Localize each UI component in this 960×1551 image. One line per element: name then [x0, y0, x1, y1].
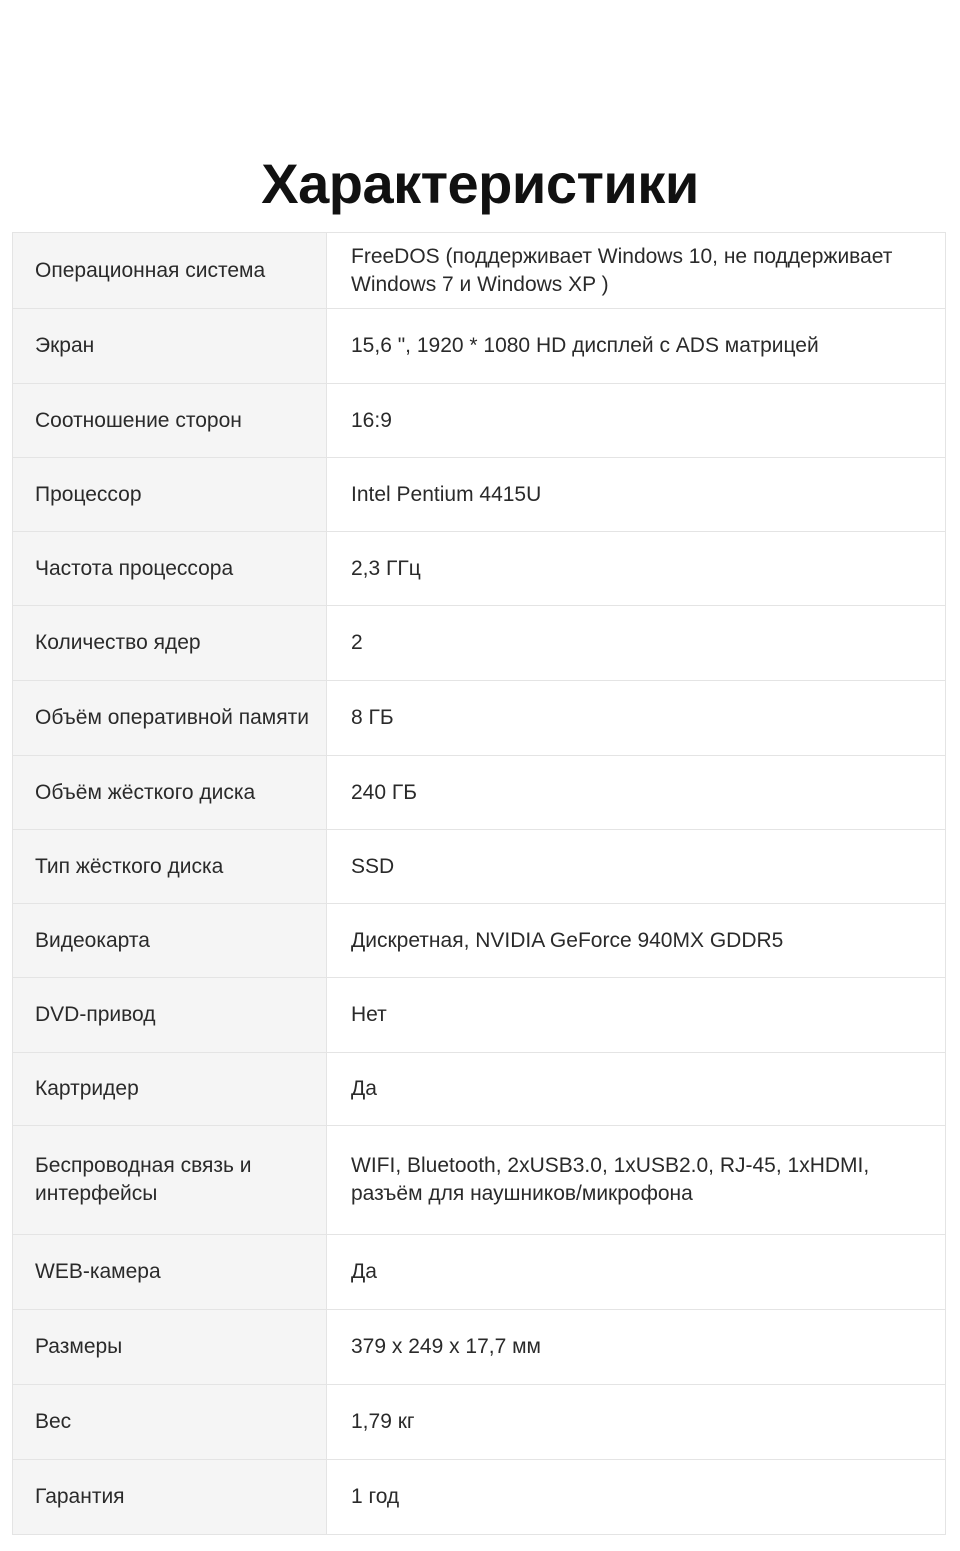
spec-label: Вес — [13, 1385, 327, 1459]
spec-row-card-reader — [13, 1052, 945, 1125]
spec-value: 379 x 249 x 17,7 мм — [327, 1310, 945, 1384]
spec-value: Нет — [327, 978, 945, 1052]
spec-value: 1 год — [327, 1460, 945, 1534]
spec-row-storage-type — [13, 829, 945, 903]
spec-table — [12, 232, 946, 1535]
spec-label: Соотношение сторон — [13, 384, 327, 457]
spec-value: FreeDOS (поддерживает Windows 10, не поддерживает Windows 7 и Windows XP ) — [327, 233, 945, 308]
spec-row-aspect-ratio — [13, 383, 945, 457]
spec-label: Объём оперативной памяти — [13, 681, 327, 755]
spec-row-screen — [13, 308, 945, 383]
spec-value: 240 ГБ — [327, 756, 945, 829]
spec-label: Картридер — [13, 1053, 327, 1125]
spec-row-weight — [13, 1384, 945, 1459]
page-title: Характеристики — [261, 151, 699, 215]
spec-label: Видеокарта — [13, 904, 327, 977]
spec-label: Экран — [13, 309, 327, 383]
spec-label: Количество ядер — [13, 606, 327, 680]
spec-label: WEB-камера — [13, 1235, 327, 1309]
spec-row-dvd — [13, 977, 945, 1052]
spec-row-connectivity — [13, 1125, 945, 1234]
spec-row-dimensions — [13, 1309, 945, 1384]
spec-row-processor — [13, 457, 945, 531]
spec-label: Размеры — [13, 1310, 327, 1384]
spec-value: 8 ГБ — [327, 681, 945, 755]
spec-label: Операционная система — [13, 233, 327, 308]
spec-label: Тип жёсткого диска — [13, 830, 327, 903]
spec-row-ram — [13, 680, 945, 755]
spec-value: 2 — [327, 606, 945, 680]
spec-row-warranty — [13, 1459, 945, 1534]
spec-label: Объём жёсткого диска — [13, 756, 327, 829]
spec-label: Частота процессора — [13, 532, 327, 605]
spec-row-cpu-frequency — [13, 531, 945, 605]
spec-row-webcam — [13, 1234, 945, 1309]
spec-row-cores — [13, 605, 945, 680]
spec-row-graphics — [13, 903, 945, 977]
spec-value: Да — [327, 1053, 945, 1125]
spec-value: 1,79 кг — [327, 1385, 945, 1459]
spec-value: 2,3 ГГц — [327, 532, 945, 605]
spec-value: 15,6 ", 1920 * 1080 HD дисплей с ADS матрицей — [327, 309, 945, 383]
spec-row-storage-size — [13, 755, 945, 829]
spec-label: DVD-привод — [13, 978, 327, 1052]
spec-value: Дискретная, NVIDIA GeForce 940MX GDDR5 — [327, 904, 945, 977]
spec-label: Беспроводная связь и интерфейсы — [13, 1126, 327, 1234]
spec-label: Процессор — [13, 458, 327, 531]
spec-value: Intel Pentium 4415U — [327, 458, 945, 531]
spec-value: Да — [327, 1235, 945, 1309]
spec-value: WIFI, Bluetooth, 2xUSB3.0, 1xUSB2.0, RJ-45, 1xHDMI, разъём для наушников/микрофона — [327, 1126, 945, 1234]
spec-label: Гарантия — [13, 1460, 327, 1534]
spec-row-os — [13, 233, 945, 308]
spec-value: 16:9 — [327, 384, 945, 457]
spec-value: SSD — [327, 830, 945, 903]
